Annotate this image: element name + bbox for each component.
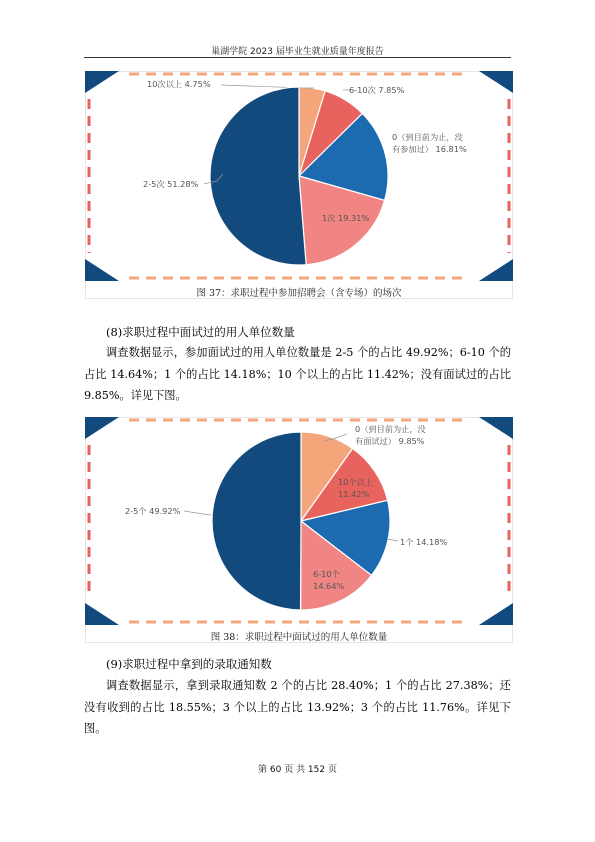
slice-label: 0（到目前为止，没有参加过） 16.81% [392, 132, 467, 154]
slice-label: 10个以上 11.42% [338, 477, 373, 499]
slice-label: 2-5次 51.28% [143, 179, 199, 189]
corner-decoration [85, 71, 119, 93]
pie-chart-38 [85, 417, 513, 643]
corner-decoration [85, 259, 119, 281]
section-8-paragraph: 调查数据显示，参加面试过的用人单位数量是 2-5 个的占比 49.92%；6-10 个的占比 14.64%；1 个的占比 14.18%；10 个以上的占比 11.42%；没有面试过的占比 9.85%。详见下图。 [84, 346, 511, 402]
pie-chart-37 [85, 71, 513, 299]
corner-decoration [85, 603, 119, 625]
slice-label: 2-5个 49.92% [125, 506, 181, 516]
figure-38 [85, 417, 513, 643]
slice-label: 1个 14.18% [400, 537, 448, 547]
leader-line [387, 539, 398, 541]
corner-decoration [479, 71, 513, 93]
slice-label: 6-10个 14.64% [313, 569, 345, 591]
corner-decoration [479, 259, 513, 281]
pie-slice [212, 432, 301, 610]
page-footer: 第 60 页 共 152 页 [258, 765, 337, 775]
header-rule [84, 57, 511, 58]
corner-decoration [85, 417, 119, 439]
slice-label: 0（到目前为止，没有面试过） 9.85% [355, 424, 426, 446]
corner-decoration [479, 417, 513, 439]
slice-label: 6-10次 7.85% [349, 85, 405, 95]
section-8-heading: (8)求职过程中面试过的用人单位数量 [106, 325, 295, 339]
slice-label: 1次 19.31% [322, 213, 370, 223]
leader-line [184, 511, 211, 515]
section-9-paragraph: 调查数据显示，拿到录取通知数 2 个的占比 28.40%；1 个的占比 27.38%；还没有收到的占比 18.55%；3 个以上的占比 13.92%；3 个的占比 11.76%。详见下图。 [84, 679, 511, 735]
section-9-heading: (9)求职过程中拿到的录取通知数 [106, 657, 272, 671]
figure-37-caption: 图 37：求职过程中参加招聘会（含专场）的场次 [196, 288, 402, 299]
pie-slice [210, 87, 306, 265]
figure-37 [85, 71, 513, 299]
corner-decoration [479, 603, 513, 625]
slice-label: 10次以上 4.75% [147, 79, 211, 89]
page-header: 巢湖学院 2023 届毕业生就业质量年度报告 [211, 47, 384, 57]
figure-38-caption: 图 38：求职过程中面试过的用人单位数量 [210, 632, 388, 643]
